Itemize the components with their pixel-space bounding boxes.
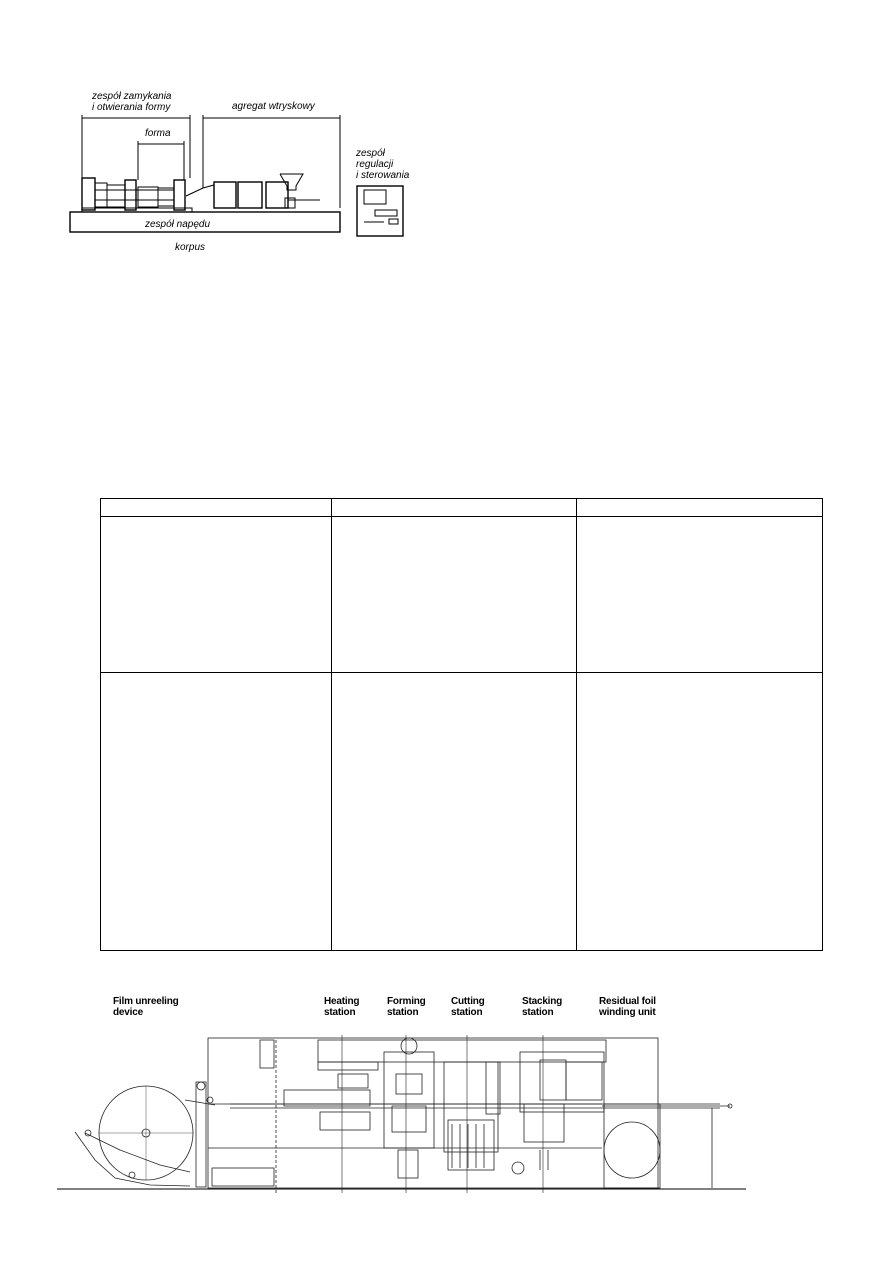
label-control-line1: zespół	[356, 148, 385, 159]
label-residual-foil-2: winding unit	[599, 1007, 656, 1018]
label-cutting-2: station	[451, 1007, 483, 1018]
label-forming-2: station	[387, 1007, 419, 1018]
label-stacking-1: Stacking	[522, 996, 563, 1007]
label-body: korpus	[175, 242, 206, 253]
label-film-unreeling-1: Film unreeling	[113, 996, 179, 1007]
label-clamping-line2: i otwierania formy	[92, 102, 171, 113]
label-injection-unit: agregat wtryskowy	[232, 101, 315, 112]
label-drive: zespół napędu	[145, 219, 211, 230]
label-control-line2: regulacji	[356, 159, 394, 170]
label-film-unreeling-2: device	[113, 1007, 143, 1018]
label-cutting-1: Cutting	[451, 996, 485, 1007]
label-stacking-2: station	[522, 1007, 554, 1018]
label-mould: forma	[145, 128, 171, 139]
label-clamping-line1: zespół zamykania	[92, 91, 172, 102]
label-residual-foil-1: Residual foil	[599, 996, 656, 1007]
label-control-line3: i sterowania	[356, 170, 410, 181]
label-heating-2: station	[324, 1007, 356, 1018]
label-forming-1: Forming	[387, 996, 426, 1007]
label-heating-1: Heating	[324, 996, 360, 1007]
